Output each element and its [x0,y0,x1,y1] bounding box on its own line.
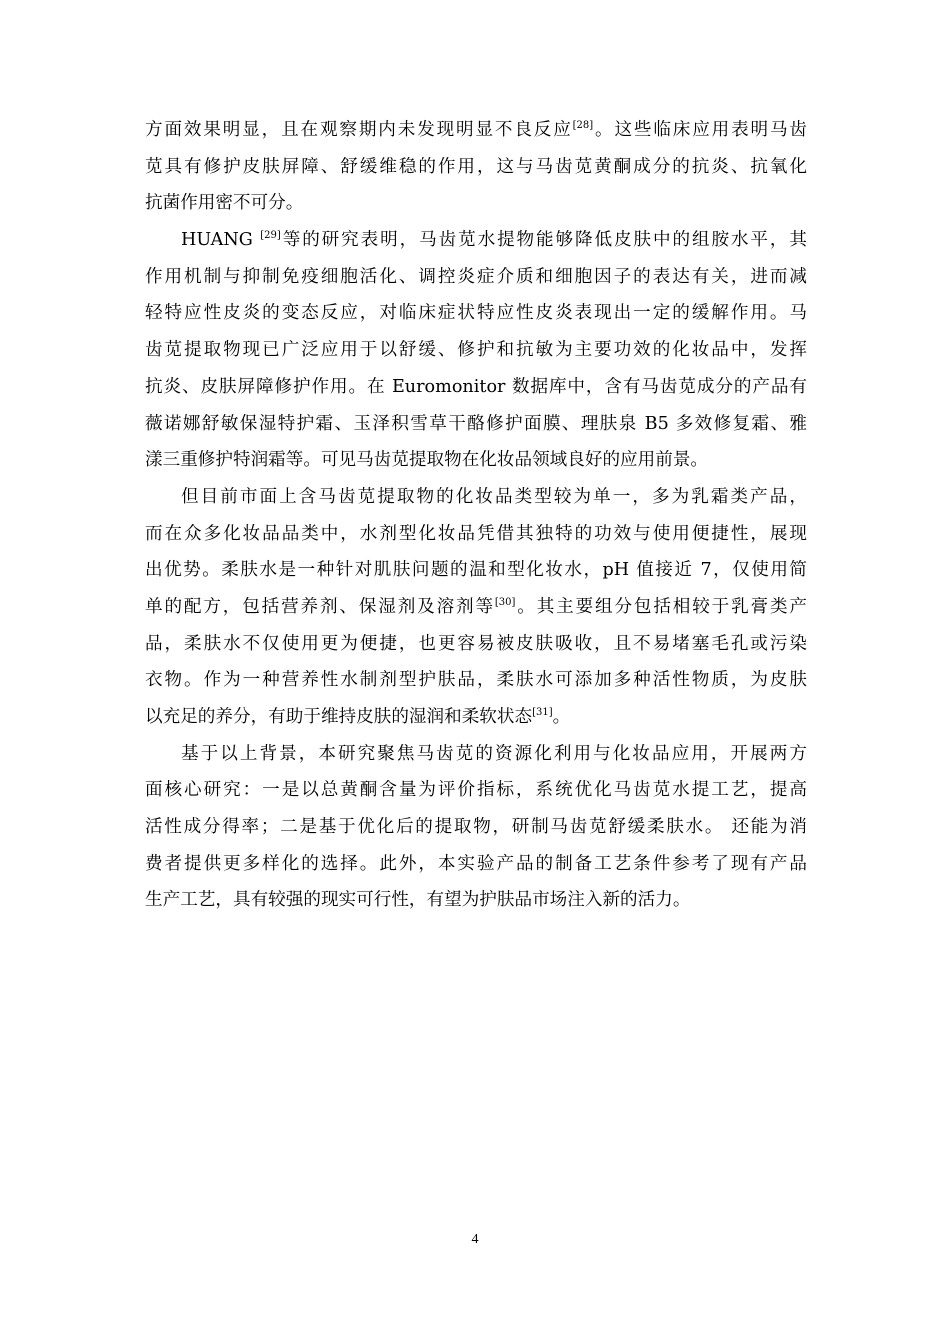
text-line [145,149,807,186]
text-run: 品，柔肤水不仅使用更为便捷，也更容易被皮肤吸收，且不易堵塞毛孔或污染 [145,633,807,654]
citation-ref: [29] [260,230,281,242]
text-run: 漾三重修护特润霜等。可见马齿苋提取物在化妆品领域良好的应用前景。 [145,450,709,471]
text-run: 方面效果明显，且在观察期内未发现明显不良反应 [145,120,573,140]
text-line [145,516,807,553]
text-run: 单的配方，包括营养剂、保湿剂及溶剂等 [145,596,495,617]
text-run: 。这些临床应用表明马齿 [593,120,807,140]
text-line [145,185,807,222]
text-run: 齿苋提取物现已广泛应用于以舒缓、修护和抗敏为主要功效的化妆品中，发挥 [145,340,807,361]
text-line [145,479,807,516]
paragraph [145,112,807,222]
text-run: 但目前市面上含马齿苋提取物的化妆品类型较为单一，多为乳霜类产品， [181,486,807,507]
text-line [145,662,807,699]
body-text [145,112,807,919]
text-line [145,332,807,369]
text-line [145,699,807,736]
text-run: HUANG [181,230,261,251]
paragraph [145,736,807,919]
text-run: 苋具有修护皮肤屏障、舒缓维稳的作用，这与马齿苋黄酮成分的抗炎、抗氧化 [145,156,807,177]
text-line [145,736,807,773]
text-line [145,846,807,883]
text-run: 而在众多化妆品品类中，水剂型化妆品凭借其独特的功效与使用便捷性，展现 [145,523,807,544]
text-line [145,589,807,626]
text-line [145,442,807,479]
text-run: 作用机制与抑制免疫细胞活化、调控炎症介质和细胞因子的表达有关，进而减 [145,266,807,287]
text-run: 抗炎、皮肤屏障修护作用。在 Euromonitor 数据库中，含有马齿苋成分的产品有 [145,376,807,397]
text-line [145,626,807,663]
text-run: 费者提供更多样化的选择。此外，本实验产品的制备工艺条件参考了现有产品 [145,853,807,874]
citation-ref: [28] [572,120,594,131]
paragraph [145,222,807,479]
text-run: 活性成分得率；二是基于优化后的提取物，研制马齿苋舒缓柔肤水。 还能为消 [145,817,807,838]
text-run: 衣物。作为一种营养性水制剂型护肤品，柔肤水可添加多种活性物质，为皮肤 [145,670,807,691]
text-line [145,809,807,846]
text-line [145,222,807,259]
text-line [145,772,807,809]
text-line [145,882,807,919]
citation-ref: [30] [494,596,516,608]
text-run: 出优势。柔肤水是一种针对肌肤问题的温和型化妆水，pH 值接近 7，仅使用简 [145,560,807,581]
text-run: 面核心研究：一是以总黄酮含量为评价指标，系统优化马齿苋水提工艺，提高 [145,780,807,801]
text-line [145,552,807,589]
page-number: 4 [471,1232,479,1247]
text-run: 等的研究表明，马齿苋水提物能够降低皮肤中的组胺水平，其 [280,230,807,251]
text-line [145,112,807,149]
text-run: 以充足的养分，有助于维持皮肤的湿润和柔软状态 [145,707,533,727]
citation-ref: [31] [532,707,553,718]
text-run: 抗菌作用密不可分。 [145,193,304,214]
text-run: 。其主要组分包括相较于乳膏类产 [515,596,807,617]
paragraph [145,479,807,736]
text-run: 薇诺娜舒敏保湿特护霜、玉泽积雪草干酪修护面膜、理肤泉 B5 多效修复霜、雅 [145,413,807,434]
text-run: 基于以上背景，本研究聚焦马齿苋的资源化利用与化妆品应用，开展两方 [181,743,807,764]
text-run: 。 [552,707,571,727]
text-line [145,406,807,443]
text-run: 轻特应性皮炎的变态反应，对临床症状特应性皮炎表现出一定的缓解作用。马 [145,303,807,324]
text-line [145,295,807,332]
text-line [145,259,807,296]
text-line [145,369,807,406]
text-run: 生产工艺，具有较强的现实可行性，有望为护肤品市场注入新的活力。 [145,890,691,911]
